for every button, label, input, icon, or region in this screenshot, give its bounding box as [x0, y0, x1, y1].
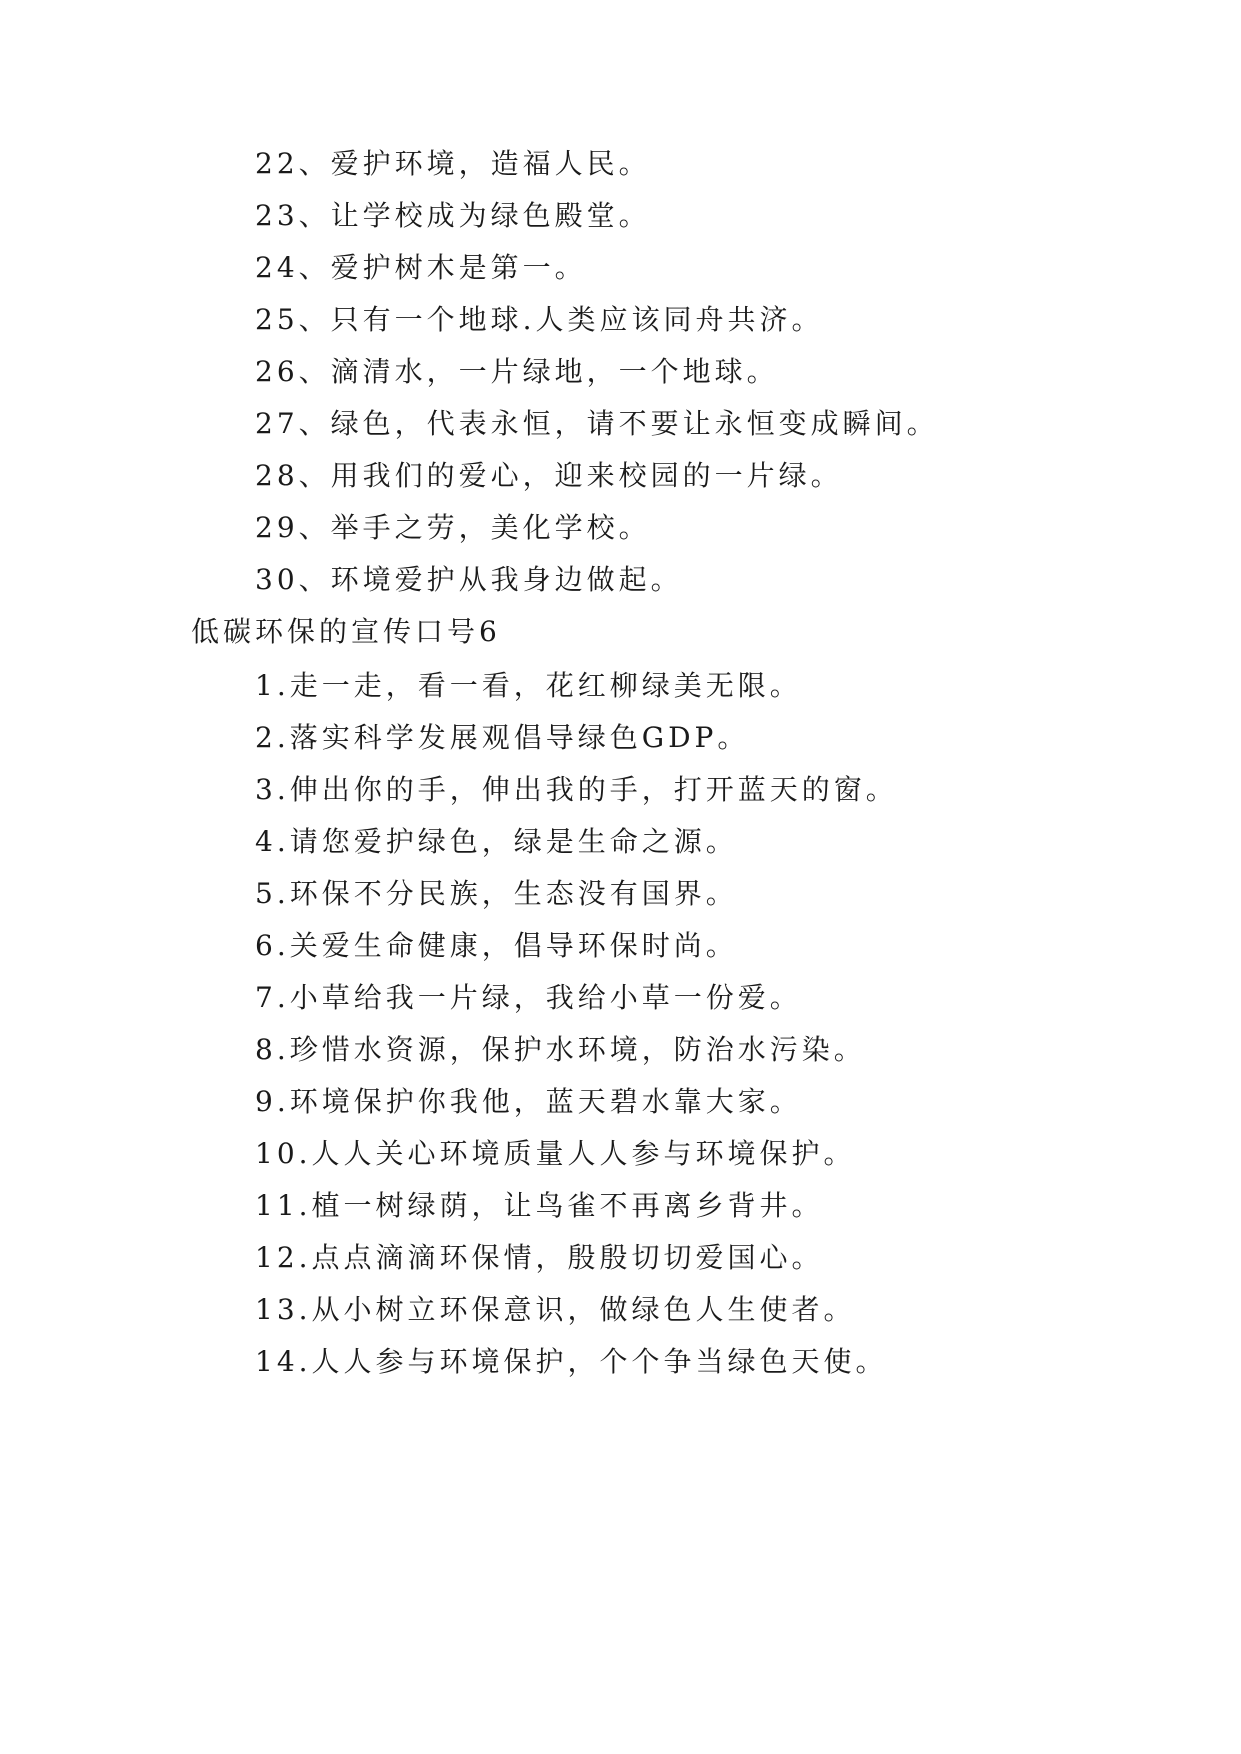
- slogan-line: 6.关爱生命健康，倡导环保时尚。: [255, 929, 738, 962]
- slogan-line: 14.人人参与环境保护，个个争当绿色天使。: [255, 1345, 888, 1378]
- slogan-line: 28、用我们的爱心，迎来校园的一片绿。: [255, 459, 843, 492]
- slogan-line: 8.珍惜水资源，保护水环境，防治水污染。: [255, 1033, 866, 1066]
- slogan-line: 26、滴清水，一片绿地，一个地球。: [255, 355, 779, 388]
- section-heading: 低碳环保的宣传口号6: [191, 615, 501, 648]
- slogan-line: 7.小草给我一片绿，我给小草一份爱。: [255, 981, 802, 1014]
- slogan-line: 2.落实科学发展观倡导绿色GDP。: [255, 721, 750, 754]
- slogan-line: 24、爱护树木是第一。: [255, 251, 587, 284]
- slogan-line: 3.伸出你的手，伸出我的手，打开蓝天的窗。: [255, 773, 898, 806]
- slogan-line: 9.环境保护你我他，蓝天碧水靠大家。: [255, 1085, 802, 1118]
- slogan-line: 5.环保不分民族，生态没有国界。: [255, 877, 738, 910]
- slogan-line: 13.从小树立环保意识，做绿色人生使者。: [255, 1293, 856, 1326]
- slogan-line: 1.走一走，看一看，花红柳绿美无限。: [255, 669, 802, 702]
- slogan-line: 30、环境爱护从我身边做起。: [255, 563, 683, 596]
- slogan-line: 29、举手之劳，美化学校。: [255, 511, 651, 544]
- slogan-line: 4.请您爱护绿色，绿是生命之源。: [255, 825, 738, 858]
- slogan-line: 22、爱护环境，造福人民。: [255, 147, 651, 180]
- slogan-line: 23、让学校成为绿色殿堂。: [255, 199, 651, 232]
- slogan-line: 10.人人关心环境质量人人参与环境保护。: [255, 1137, 856, 1170]
- slogan-line: 11.植一树绿荫，让鸟雀不再离乡背井。: [255, 1189, 824, 1222]
- slogan-line: 27、绿色，代表永恒，请不要让永恒变成瞬间。: [255, 407, 939, 440]
- slogan-line: 25、只有一个地球.人类应该同舟共济。: [255, 303, 824, 336]
- slogan-line: 12.点点滴滴环保情，殷殷切切爱国心。: [255, 1241, 824, 1274]
